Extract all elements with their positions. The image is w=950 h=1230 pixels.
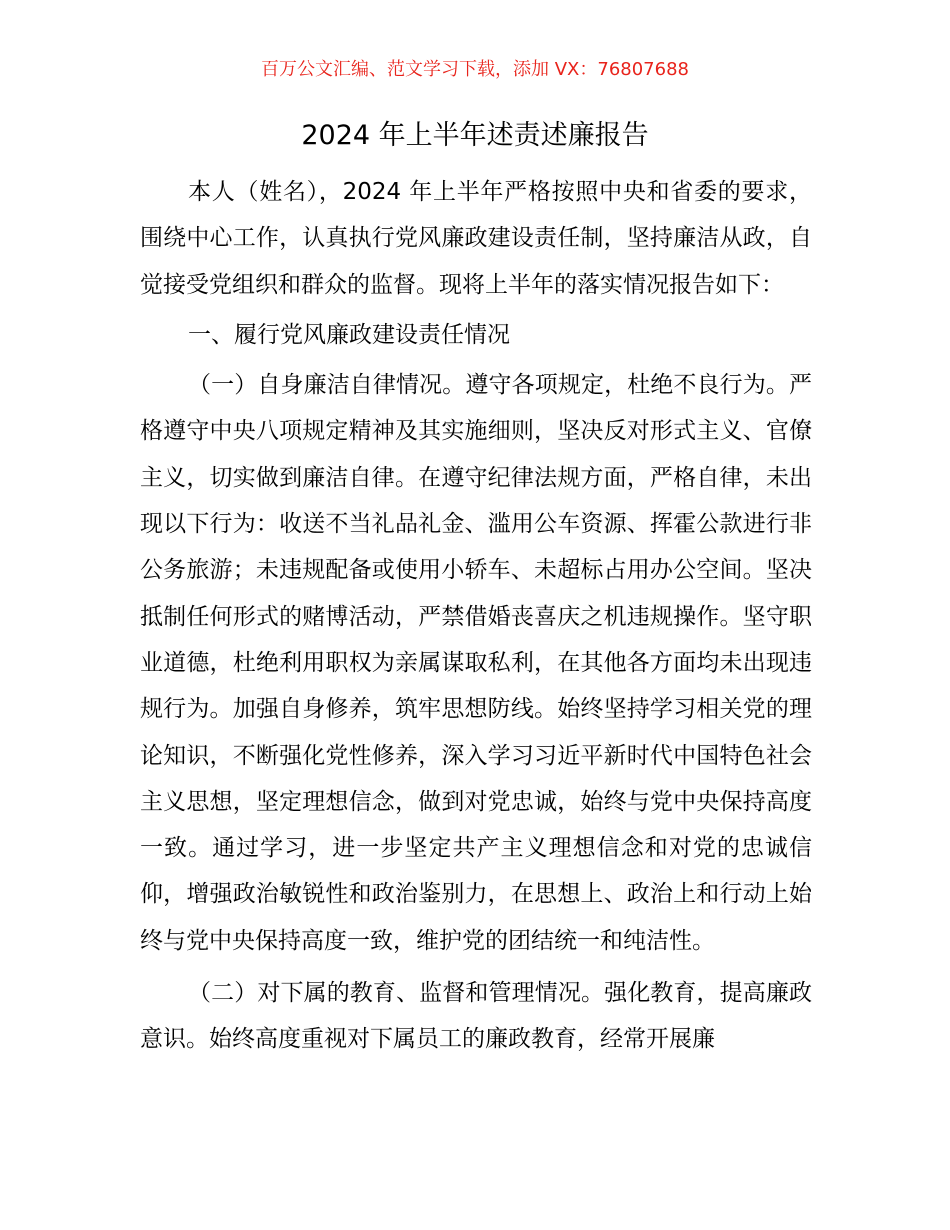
section-heading: 一、履行党风廉政建设责任情况 — [188, 321, 510, 348]
document-body — [140, 169, 812, 1063]
subsection-1-paragraph: （一）自身廉洁自律情况。遵守各项规定，杜绝不良行为。严格遵守中央八项规定精神及其实施细则，坚决反对形式主义、官僚主义，切实做到廉洁自律。在遵守纪律法规方面，严格自律，未出现以下行为：收送不当礼品礼金、滥用公车资源、挥霍公款进行非公务旅游；未违规配备或使用小轿车、未超标占用办公空间。坚决抵制任何形式的赌博活动，严禁借婚丧喜庆之机违规操作。坚守职业道德，杜绝利用职权为亲属谋取私利，在其他各方面均未出现违规行为。加强自身修养，筑牢思想防线。始终坚持学习相关党的理论知识，不断强化党性修养，深入学习习近平新时代中国特色社会主义思想，坚定理想信念，做到对党忠诚，始终与党中央保持高度一致。通过学习，进一步坚定共产主义理想信念和对党的忠诚信仰，增强政治敏锐性和政治鉴别力，在思想上、政治上和行动上始终与党中央保持高度一致，维护党的团结统一和纯洁性。 — [140, 372, 812, 954]
document-title: 2024 年上半年述责述廉报告 — [301, 120, 649, 151]
header-watermark: 百万公文汇编、范文学习下载，添加 VX：76807688 — [261, 59, 689, 80]
intro-paragraph: 本人（姓名），2024 年上半年严格按照中央和省委的要求，围绕中心工作，认真执行党风廉政建设责任制，坚持廉洁从政，自觉接受党组织和群众的监督。现将上半年的落实情况报告如下： — [140, 179, 812, 298]
subsection-2-paragraph: （二）对下属的教育、监督和管理情况。强化教育，提高廉政意识。始终高度重视对下属员工的廉政教育，经常开展廉 — [140, 980, 812, 1053]
